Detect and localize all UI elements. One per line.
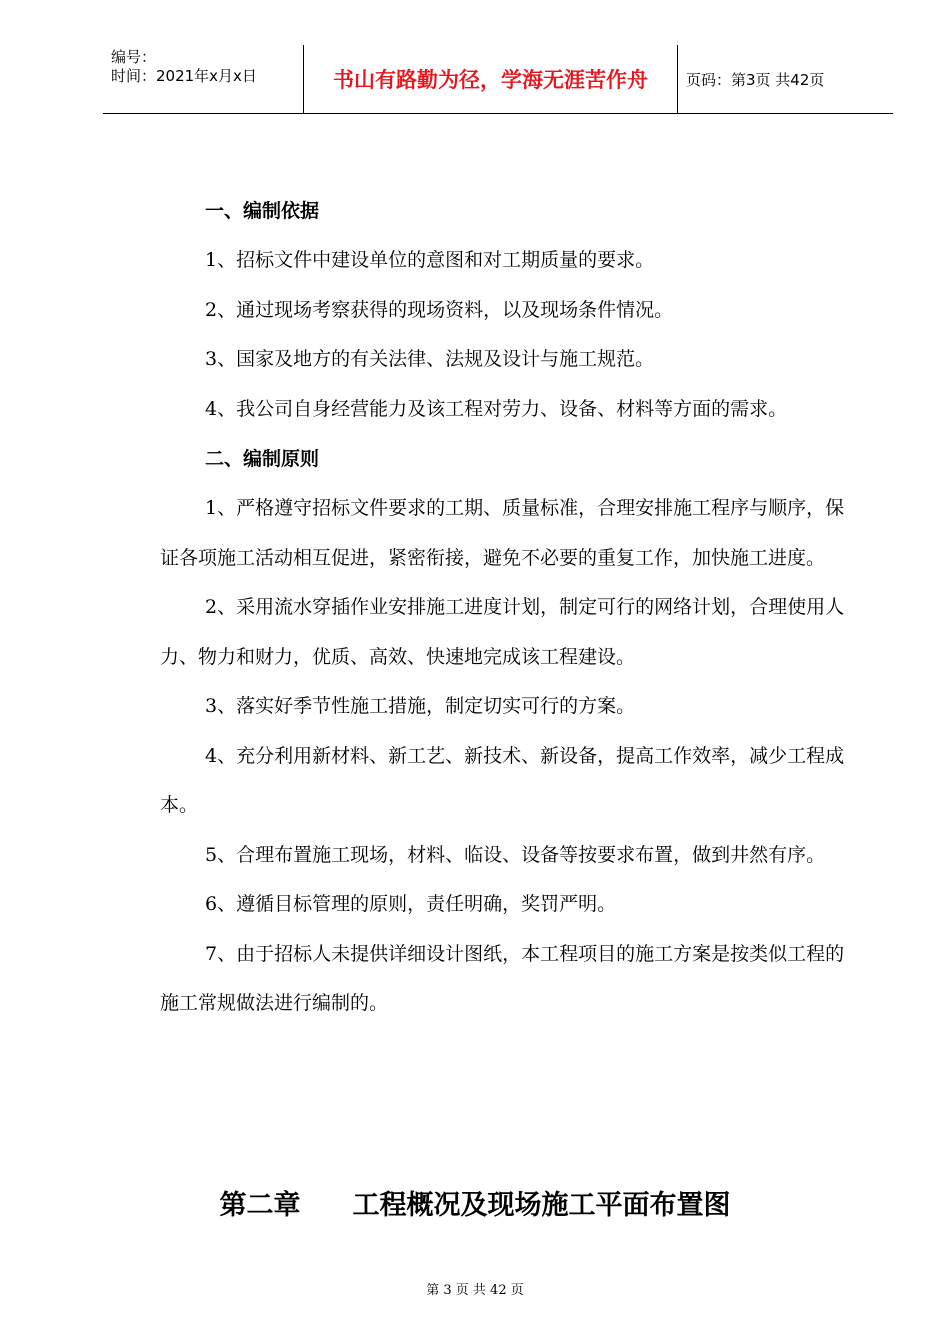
paragraph: 4、我公司自身经营能力及该工程对劳力、设备、材料等方面的需求。 (205, 397, 788, 420)
chapter-heading (0, 1183, 950, 1222)
paragraph: 6、遵循目标管理的原则，责任明确，奖罚严明。 (205, 893, 617, 915)
paragraph: 3、国家及地方的有关法律、法规及设计与施工规范。 (205, 348, 655, 370)
document-body (160, 186, 850, 1029)
paragraph: 2、采用流水穿插作业安排施工进度计划，制定可行的网络计划，合理使用人力、物力和财力，优质、高效、快速地完成该工程建设。 (160, 596, 845, 668)
paragraph: 4、充分利用新材料、新工艺、新技术、新设备，提高工作效率，减少工程成本。 (160, 744, 845, 816)
paragraph: 5、合理布置施工现场，材料、临设、设备等按要求布置，做到井然有序。 (205, 843, 826, 866)
chapter-title: 工程概况及现场施工平面布置图 (352, 1190, 731, 1221)
paragraph: 2、通过现场考察获得的现场资料，以及现场条件情况。 (205, 298, 674, 321)
header-meta (103, 45, 303, 113)
document-time-label: 时间：2021年x月x日 (111, 67, 257, 85)
paragraph: 3、落实好季节性施工措施，制定切实可行的方案。 (205, 695, 636, 717)
header-page-number: 页码：第3页 共42页 (686, 70, 825, 89)
chapter-number: 第二章 (219, 1190, 301, 1221)
header-divider (677, 45, 678, 113)
section-heading: 二、编制原则 (205, 448, 320, 470)
paragraph: 7、由于招标人未提供详细设计图纸，本工程项目的施工方案是按类似工程的施工常规做法进行编制的。 (160, 942, 845, 1014)
paragraph: 1、招标文件中建设单位的意图和对工期质量的要求。 (205, 249, 655, 271)
document-number-label: 编号： (111, 48, 157, 66)
paragraph: 1、严格遵守招标文件要求的工期、质量标准，合理安排施工程序与顺序，保证各项施工活动相互促进，紧密衔接，避免不必要的重复工作，加快施工进度。 (160, 497, 845, 569)
header-motto: 书山有路勤为径，学海无涯苦作舟 (333, 68, 648, 92)
section-heading: 一、编制依据 (205, 200, 320, 222)
page-header (103, 45, 893, 114)
page-footer: 第 3 页 共 42 页 (426, 1283, 524, 1298)
